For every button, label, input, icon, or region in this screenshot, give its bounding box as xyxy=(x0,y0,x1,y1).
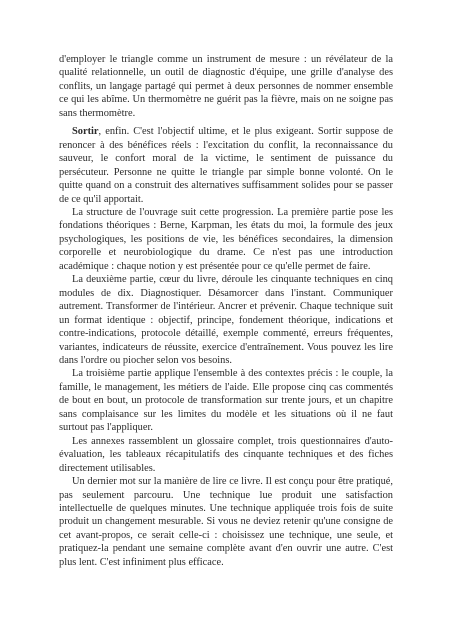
paragraph-1-text: d'employer le triangle comme un instrument de mesure : un révélateur de la qualité relationnelle, un outil de diagnostic d'équipe, une grille d'analyse des conflits, un langage partagé qui permet à deux personnes de nommer ensemble ce qui les abîme. Un thermomètre ne guérit pas la fièvre, mais on ne soigne pas sans thermomètre. xyxy=(59,54,393,119)
paragraph-4 xyxy=(59,273,393,367)
paragraph-5 xyxy=(59,367,393,434)
paragraph-2 xyxy=(59,125,393,206)
paragraph-1 xyxy=(59,53,393,120)
paragraph-7-text: Un dernier mot sur la manière de lire ce livre. Il est conçu pour être pratiqué, pas seulement parcouru. Une technique lue produit une satisfaction intellectuelle de quelques minutes. Une technique appliquée trois fois de suite produit un changement mesurable. Si vous ne deviez retenir qu'une consigne de cet avant-propos, ce serait celle-ci : choisissez une technique, une seule, et pratiquez-la pendant une semaine complète avant d'en ouvrir une autre. C'est plus lent. C'est infiniment plus efficace. xyxy=(59,476,393,568)
paragraph-2-lead: Sortir xyxy=(72,126,99,138)
paragraph-2-text: , enfin. C'est l'objectif ultime, et le plus exigeant. Sortir suppose de renoncer à des bénéfices réels : l'excitation du conflit, la reconnaissance du sauveur, le confort moral de la victime, le sentiment de puissance du persécuteur. Personne ne quitte le triangle par simple bonne volonté. On le quitte quand on a construit des alternatives suffisamment solides pour se passer de ce qu'il apportait. xyxy=(59,126,393,205)
paragraph-4-text: La deuxième partie, cœur du livre, déroule les cinquante techniques en cinq modules de dix. Diagnostiquer. Désamorcer dans l'instant. Communiquer autrement. Transformer de l'intérieur. Ancrer et prévenir. Chaque technique suit un format identique : objectif, principe, fondement théorique, indications et contre-indications, protocole détaillé, exemple commenté, erreurs fréquentes, variantes, indicateurs de réussite, exercice d'entraînement. Vous pouvez les lire dans l'ordre ou piocher selon vos besoins. xyxy=(59,274,393,366)
paragraph-6 xyxy=(59,435,393,475)
paragraph-7 xyxy=(59,475,393,569)
paragraph-5-text: La troisième partie applique l'ensemble à des contextes précis : le couple, la famille, le management, les métiers de l'aide. Elle propose cinq cas commentés de bout en bout, un protocole de transformation sur trente jours, et un chapitre sans complaisance sur les limites du modèle et les situations où il ne faut surtout pas l'appliquer. xyxy=(59,368,393,434)
document-page xyxy=(59,53,393,569)
paragraph-3-text: La structure de l'ouvrage suit cette progression. La première partie pose les fondations théoriques : Berne, Karpman, les états du moi, la formule des jeux psychologiques, les positions de vie, les bénéfices secondaires, la dimension corporelle et neurobiologique du drame. Ce n'est pas une introduction académique : chaque notion y est présentée pour ce qu'elle permet de faire. xyxy=(59,206,393,272)
paragraph-3 xyxy=(59,206,393,273)
paragraph-6-text: Les annexes rassemblent un glossaire complet, trois questionnaires d'auto-évaluation, les tableaux récapitulatifs des cinquante techniques et des fiches directement utilisables. xyxy=(59,435,393,474)
